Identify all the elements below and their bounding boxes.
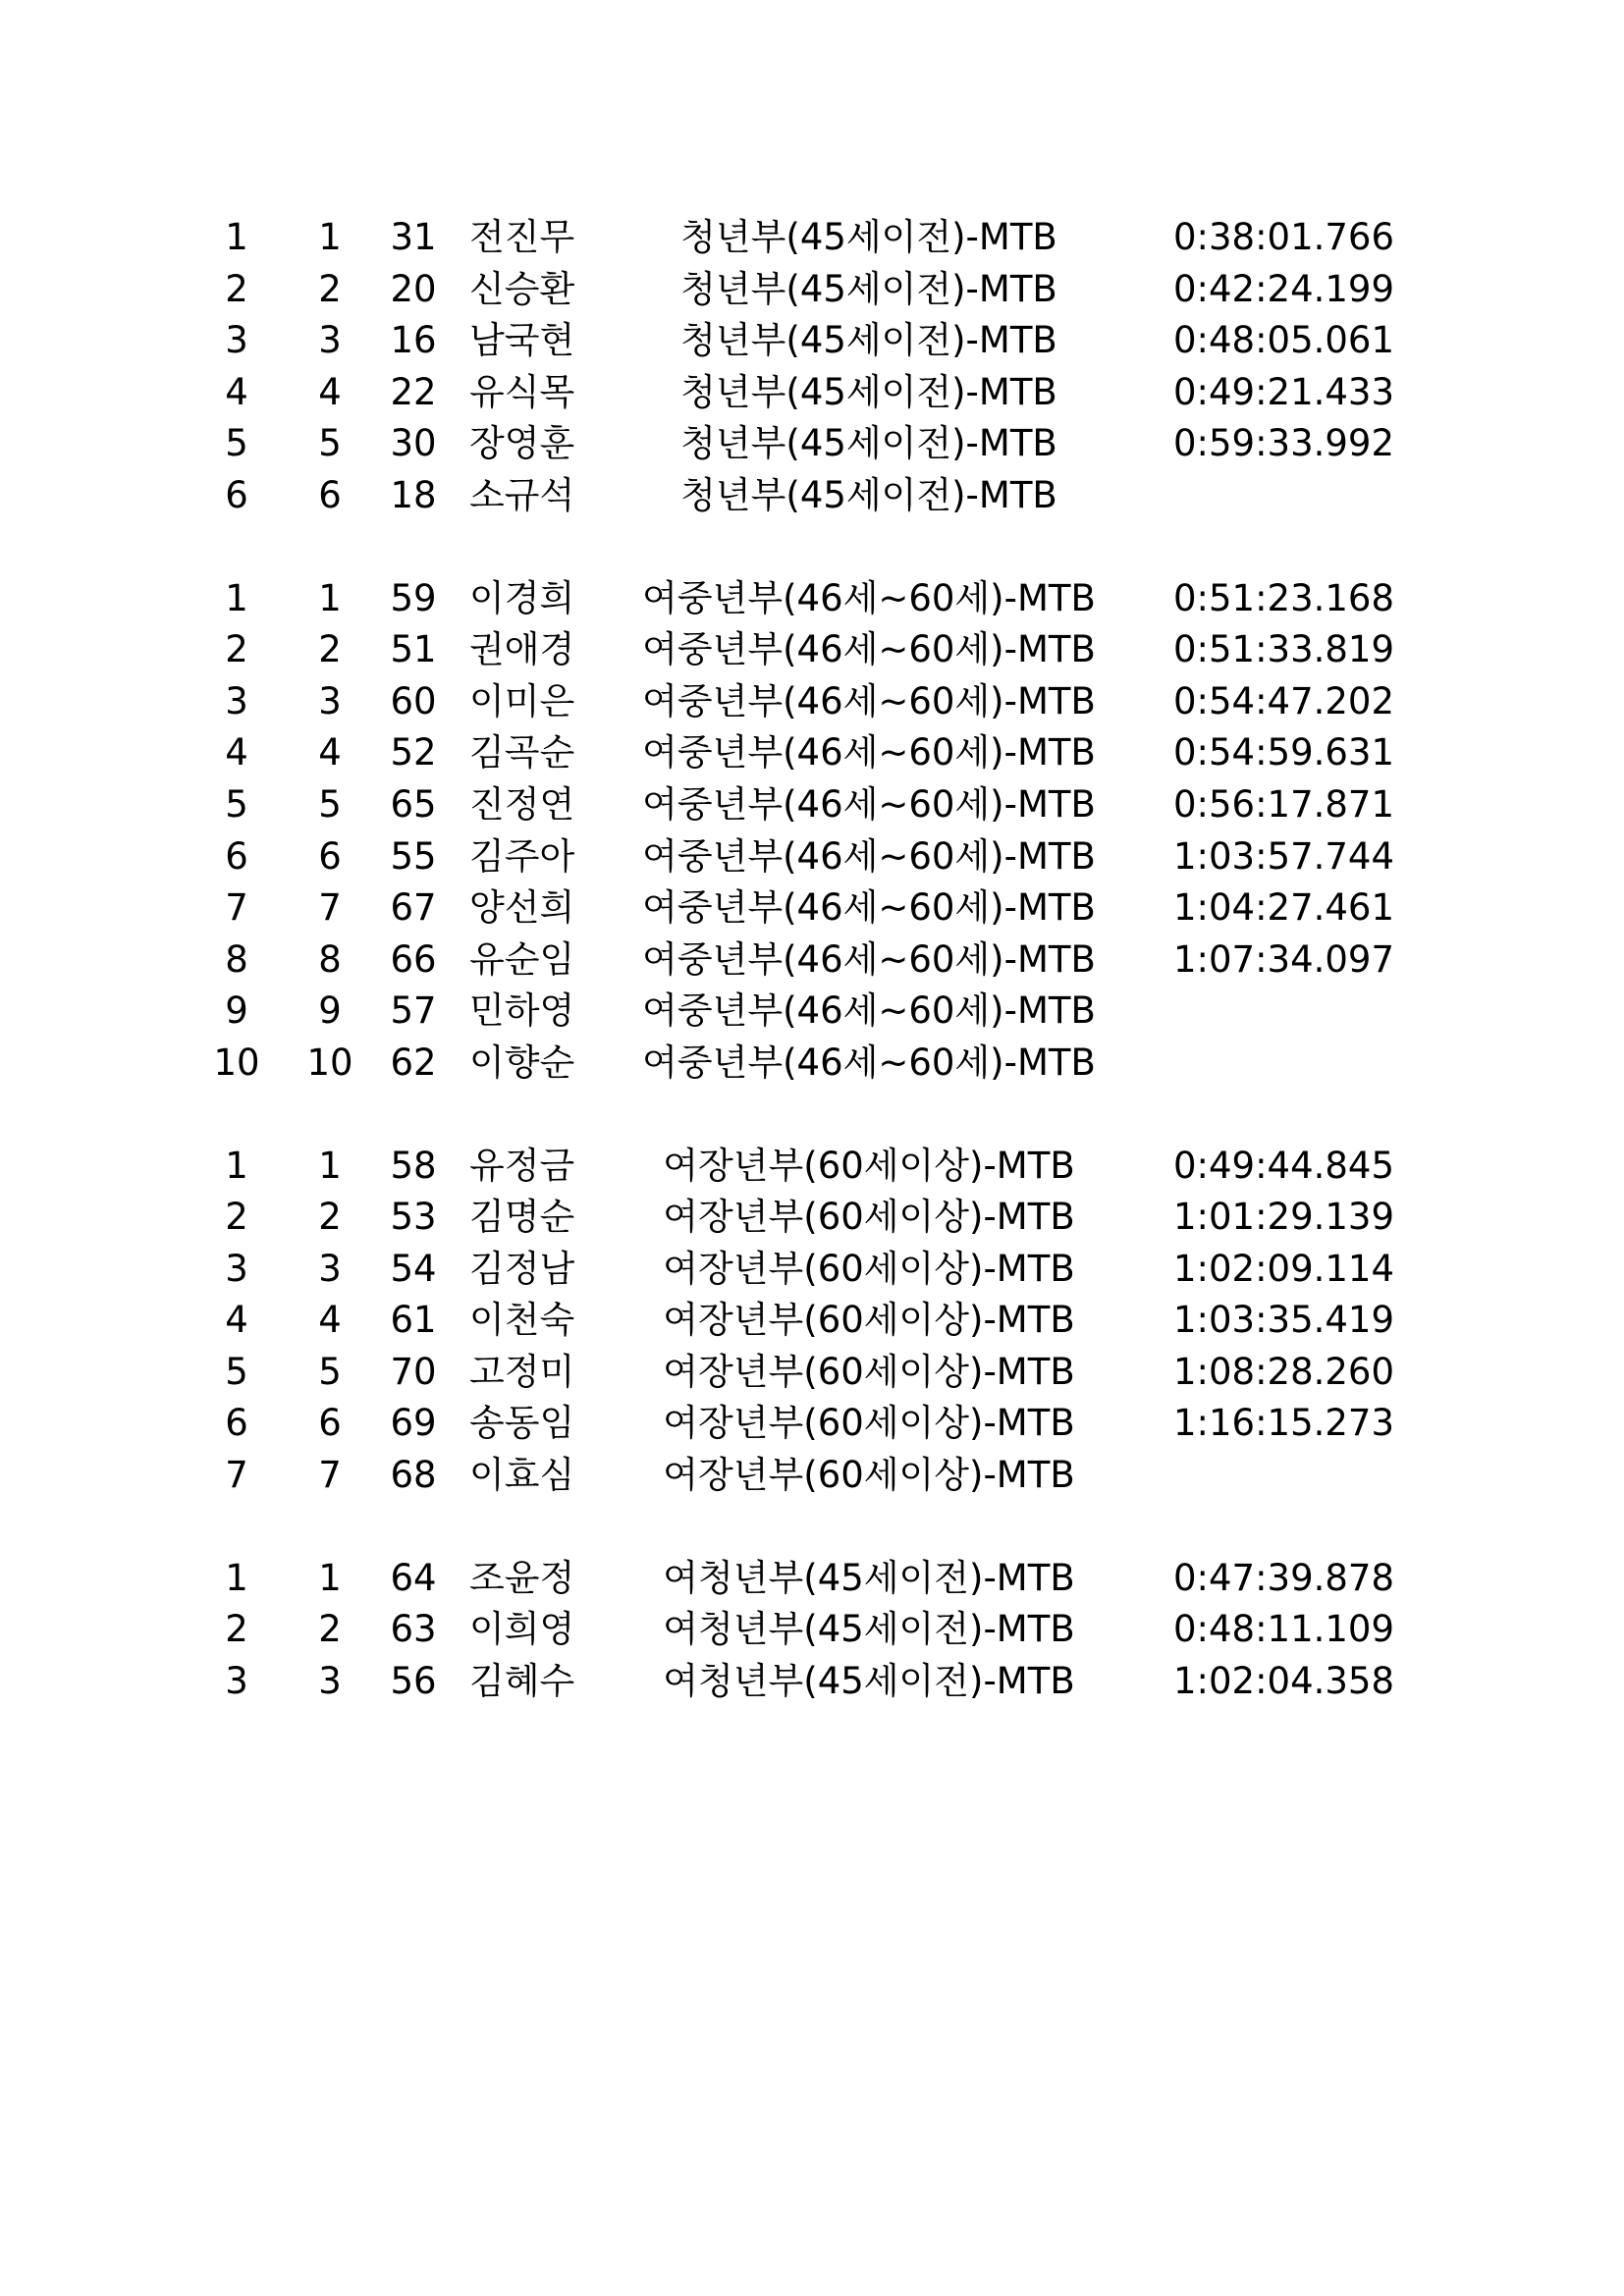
overall-rank: 10 [213, 1041, 260, 1084]
category-place: 6 [318, 1402, 342, 1445]
bib-number: 65 [390, 782, 437, 826]
category-name: 청년부(45세이전)-MTB [680, 370, 1057, 413]
bib-number: 56 [390, 1659, 437, 1702]
rider-name: 유식목 [469, 370, 575, 413]
finish-time: 1:03:35.419 [1173, 1299, 1395, 1342]
rider-name: 송동임 [469, 1402, 575, 1445]
category-place: 1 [318, 576, 342, 619]
result-row [0, 264, 1624, 316]
result-row [0, 831, 1624, 883]
category-place: 2 [318, 1196, 342, 1239]
finish-time: 1:08:28.260 [1173, 1350, 1395, 1393]
result-row [0, 418, 1624, 470]
finish-time: 0:48:11.109 [1173, 1608, 1395, 1651]
bib-number: 20 [390, 267, 437, 310]
category-place: 2 [318, 628, 342, 671]
result-row [0, 315, 1624, 367]
finish-time: 1:07:34.097 [1173, 937, 1395, 981]
category-place: 1 [318, 216, 342, 258]
overall-rank: 4 [225, 370, 248, 413]
rider-name: 고정미 [469, 1350, 575, 1393]
overall-rank: 2 [225, 628, 248, 671]
bib-number: 31 [390, 216, 437, 258]
rider-name: 전진무 [469, 216, 575, 258]
overall-rank: 5 [225, 1350, 248, 1393]
category-name: 여장년부(60세이상)-MTB [663, 1350, 1075, 1393]
category-name: 여장년부(60세이상)-MTB [663, 1402, 1075, 1445]
rider-name: 김명순 [469, 1196, 575, 1239]
category-group [0, 212, 1624, 522]
bib-number: 63 [390, 1608, 437, 1651]
finish-time: 0:56:17.871 [1173, 782, 1395, 826]
category-place: 7 [318, 886, 342, 930]
rider-name: 권애경 [469, 628, 575, 671]
category-name: 여중년부(46세~60세)-MTB [642, 731, 1096, 774]
overall-rank: 8 [225, 937, 248, 981]
result-row [0, 882, 1624, 934]
bib-number: 52 [390, 731, 437, 774]
bib-number: 18 [390, 473, 437, 516]
bib-number: 62 [390, 1041, 437, 1084]
category-name: 청년부(45세이전)-MTB [680, 319, 1057, 362]
result-row [0, 1038, 1624, 1090]
result-row [0, 367, 1624, 419]
result-row [0, 986, 1624, 1038]
category-name: 여중년부(46세~60세)-MTB [642, 886, 1096, 930]
rider-name: 김주아 [469, 834, 575, 878]
bib-number: 54 [390, 1247, 437, 1290]
category-name: 여중년부(46세~60세)-MTB [642, 1041, 1096, 1084]
bib-number: 57 [390, 989, 437, 1033]
overall-rank: 3 [225, 679, 248, 722]
category-name: 여장년부(60세이상)-MTB [663, 1299, 1075, 1342]
overall-rank: 1 [225, 576, 248, 619]
result-row [0, 1450, 1624, 1502]
category-place: 9 [318, 989, 342, 1033]
category-name: 여중년부(46세~60세)-MTB [642, 937, 1096, 981]
overall-rank: 9 [225, 989, 248, 1033]
category-name: 청년부(45세이전)-MTB [680, 473, 1057, 516]
bib-number: 60 [390, 679, 437, 722]
finish-time: 0:48:05.061 [1173, 319, 1395, 362]
overall-rank: 3 [225, 1659, 248, 1702]
finish-time: 1:16:15.273 [1173, 1402, 1395, 1445]
category-name: 여장년부(60세이상)-MTB [663, 1144, 1075, 1187]
category-name: 여중년부(46세~60세)-MTB [642, 576, 1096, 619]
result-row [0, 1141, 1624, 1193]
bib-number: 66 [390, 937, 437, 981]
rider-name: 남국현 [469, 319, 575, 362]
category-name: 여중년부(46세~60세)-MTB [642, 989, 1096, 1033]
rider-name: 조윤정 [469, 1556, 575, 1599]
rider-name: 소규석 [469, 473, 575, 516]
overall-rank: 1 [225, 216, 248, 258]
bib-number: 61 [390, 1299, 437, 1342]
category-name: 여청년부(45세이전)-MTB [663, 1556, 1075, 1599]
rider-name: 이희영 [469, 1608, 575, 1651]
finish-time: 0:38:01.766 [1173, 216, 1395, 258]
bib-number: 67 [390, 886, 437, 930]
bib-number: 68 [390, 1454, 437, 1497]
overall-rank: 5 [225, 782, 248, 826]
result-row [0, 727, 1624, 779]
bib-number: 69 [390, 1402, 437, 1445]
rider-name: 이천숙 [469, 1299, 575, 1342]
finish-time: 0:51:33.819 [1173, 628, 1395, 671]
overall-rank: 5 [225, 422, 248, 465]
bib-number: 51 [390, 628, 437, 671]
category-group [0, 573, 1624, 1090]
category-name: 여중년부(46세~60세)-MTB [642, 782, 1096, 826]
finish-time: 0:47:39.878 [1173, 1556, 1395, 1599]
finish-time: 1:01:29.139 [1173, 1196, 1395, 1239]
category-place: 3 [318, 319, 342, 362]
finish-time: 0:59:33.992 [1173, 422, 1395, 465]
result-row [0, 470, 1624, 522]
overall-rank: 6 [225, 1402, 248, 1445]
overall-rank: 4 [225, 731, 248, 774]
result-row [0, 779, 1624, 831]
category-place: 1 [318, 1556, 342, 1599]
bib-number: 53 [390, 1196, 437, 1239]
category-place: 6 [318, 473, 342, 516]
category-group [0, 1553, 1624, 1708]
category-place: 2 [318, 1608, 342, 1651]
rider-name: 이향순 [469, 1041, 575, 1084]
result-row [0, 1604, 1624, 1656]
category-name: 여중년부(46세~60세)-MTB [642, 834, 1096, 878]
finish-time: 0:42:24.199 [1173, 267, 1395, 310]
category-name: 여청년부(45세이전)-MTB [663, 1659, 1075, 1702]
rider-name: 이경희 [469, 576, 575, 619]
rider-name: 양선희 [469, 886, 575, 930]
category-place: 5 [318, 782, 342, 826]
finish-time: 1:02:04.358 [1173, 1659, 1395, 1702]
bib-number: 58 [390, 1144, 437, 1187]
finish-time: 0:54:59.631 [1173, 731, 1395, 774]
category-name: 여장년부(60세이상)-MTB [663, 1454, 1075, 1497]
rider-name: 김정남 [469, 1247, 575, 1290]
rider-name: 유순임 [469, 937, 575, 981]
category-name: 여청년부(45세이전)-MTB [663, 1608, 1075, 1651]
finish-time: 0:51:23.168 [1173, 576, 1395, 619]
bib-number: 16 [390, 319, 437, 362]
rider-name: 김곡순 [469, 731, 575, 774]
overall-rank: 7 [225, 886, 248, 930]
rider-name: 신승환 [469, 267, 575, 310]
overall-rank: 2 [225, 267, 248, 310]
result-row [0, 934, 1624, 987]
finish-time: 1:03:57.744 [1173, 834, 1395, 878]
category-name: 청년부(45세이전)-MTB [680, 216, 1057, 258]
result-row [0, 1192, 1624, 1244]
bib-number: 64 [390, 1556, 437, 1599]
category-place: 4 [318, 1299, 342, 1342]
rider-name: 김혜수 [469, 1659, 575, 1702]
category-place: 7 [318, 1454, 342, 1497]
rider-name: 이미은 [469, 679, 575, 722]
rider-name: 민하영 [469, 989, 575, 1033]
finish-time: 0:54:47.202 [1173, 679, 1395, 722]
category-name: 여중년부(46세~60세)-MTB [642, 628, 1096, 671]
bib-number: 22 [390, 370, 437, 413]
category-place: 1 [318, 1144, 342, 1187]
category-group [0, 1141, 1624, 1502]
finish-time: 0:49:44.845 [1173, 1144, 1395, 1187]
rider-name: 진정연 [469, 782, 575, 826]
overall-rank: 1 [225, 1144, 248, 1187]
result-row [0, 624, 1624, 676]
result-row [0, 1553, 1624, 1605]
result-row [0, 1295, 1624, 1347]
finish-time: 1:02:09.114 [1173, 1247, 1395, 1290]
overall-rank: 7 [225, 1454, 248, 1497]
bib-number: 70 [390, 1350, 437, 1393]
category-place: 4 [318, 370, 342, 413]
category-place: 5 [318, 422, 342, 465]
overall-rank: 6 [225, 473, 248, 516]
finish-time: 0:49:21.433 [1173, 370, 1395, 413]
results-list [0, 212, 1624, 1758]
result-row [0, 573, 1624, 625]
overall-rank: 3 [225, 319, 248, 362]
result-row [0, 676, 1624, 728]
category-place: 4 [318, 731, 342, 774]
result-row [0, 1347, 1624, 1399]
overall-rank: 1 [225, 1556, 248, 1599]
category-place: 6 [318, 834, 342, 878]
bib-number: 59 [390, 576, 437, 619]
category-name: 여장년부(60세이상)-MTB [663, 1196, 1075, 1239]
rider-name: 장영훈 [469, 422, 575, 465]
overall-rank: 2 [225, 1608, 248, 1651]
category-name: 여중년부(46세~60세)-MTB [642, 679, 1096, 722]
overall-rank: 6 [225, 834, 248, 878]
category-place: 2 [318, 267, 342, 310]
finish-time: 1:04:27.461 [1173, 886, 1395, 930]
result-row [0, 1656, 1624, 1708]
rider-name: 유정금 [469, 1144, 575, 1187]
category-place: 3 [318, 679, 342, 722]
rider-name: 이효심 [469, 1454, 575, 1497]
result-row [0, 1398, 1624, 1450]
bib-number: 30 [390, 422, 437, 465]
category-place: 8 [318, 937, 342, 981]
category-place: 3 [318, 1659, 342, 1702]
category-name: 여장년부(60세이상)-MTB [663, 1247, 1075, 1290]
bib-number: 55 [390, 834, 437, 878]
overall-rank: 3 [225, 1247, 248, 1290]
category-name: 청년부(45세이전)-MTB [680, 422, 1057, 465]
category-place: 3 [318, 1247, 342, 1290]
overall-rank: 2 [225, 1196, 248, 1239]
overall-rank: 4 [225, 1299, 248, 1342]
category-place: 10 [306, 1041, 353, 1084]
result-row [0, 1244, 1624, 1296]
result-row [0, 212, 1624, 264]
category-place: 5 [318, 1350, 342, 1393]
category-name: 청년부(45세이전)-MTB [680, 267, 1057, 310]
